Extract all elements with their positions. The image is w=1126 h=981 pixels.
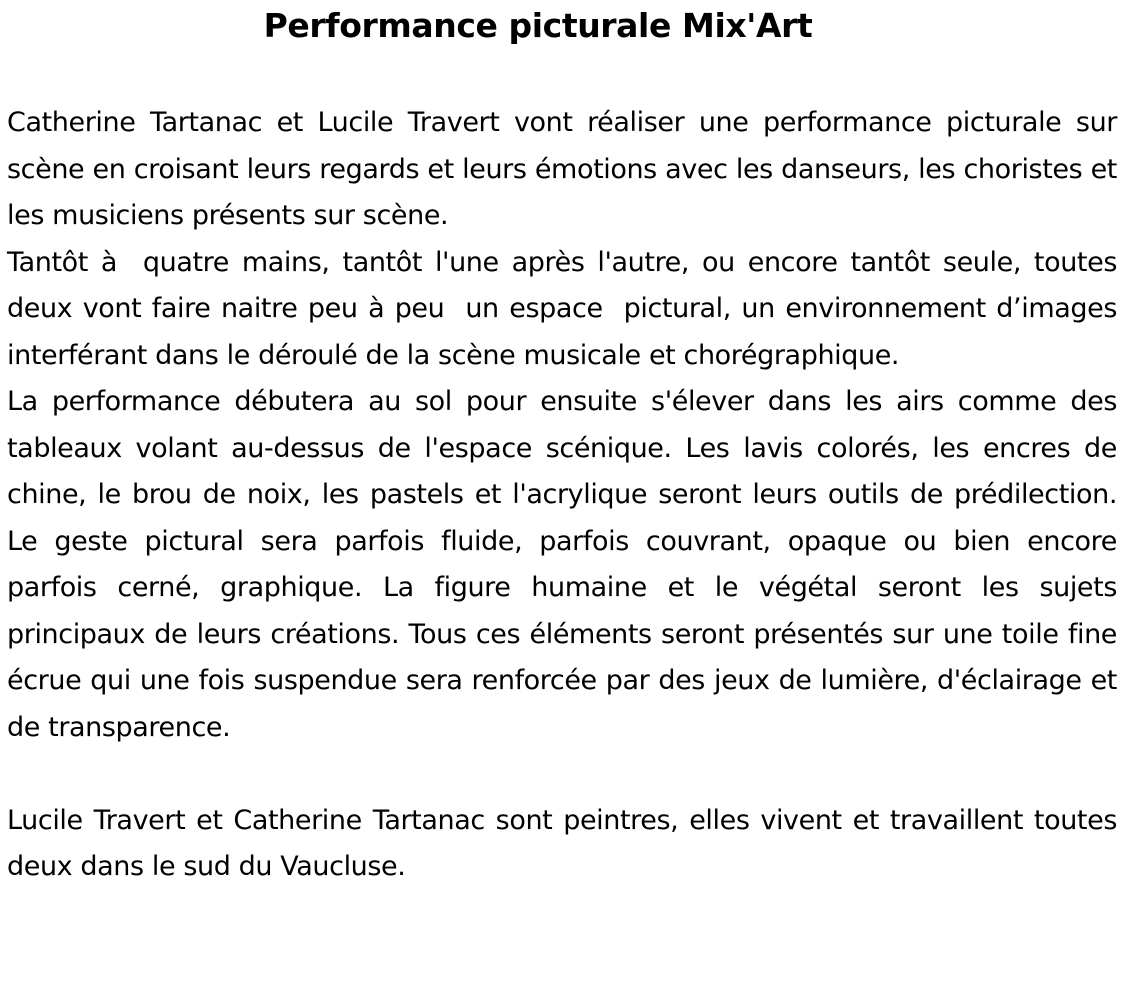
document-title: Performance picturale Mix'Art (263, 6, 813, 45)
paragraph-intro: Catherine Tartanac et Lucile Travert vont réaliser une performance picturale sur scène en croisant leurs regards et leurs émotions avec les danseurs, les choristes et les musiciens présents sur scène. (7, 107, 1126, 231)
document-body (7, 100, 1126, 891)
paragraph-spacer (7, 751, 1117, 798)
paragraph-four-hands: Tantôt à quatre mains, tantôt l'une après l'autre, ou encore tantôt seule, toutes deux vont faire naitre peu à peu un espace pictural, un environnement d’images interférant dans le déroulé de la scène musicale et chorégraphique. (7, 246, 1126, 371)
paragraph-performance-details: La performance débutera au sol pour ensuite s'élever dans les airs comme des tableaux volant au-dessus de l'espace scénique. Les lavis colorés, les encres de chine, le brou de noix, les pastels et l'acrylique seront leurs outils de prédilection. Le geste pictural sera parfois fluide, parfois couvrant, opaque ou bien encore parfois cerné, graphique. La figure humaine et le végétal seront les sujets principaux de leurs créations. Tous ces éléments seront présentés sur une toile fine écrue qui une fois suspendue sera renforcée par des jeux de lumière, d'éclairage et de transparence. (7, 386, 1126, 743)
paragraph-artists: Lucile Travert et Catherine Tartanac sont peintres, elles vivent et travaillent toutes deux dans le sud du Vaucluse. (7, 804, 1126, 882)
